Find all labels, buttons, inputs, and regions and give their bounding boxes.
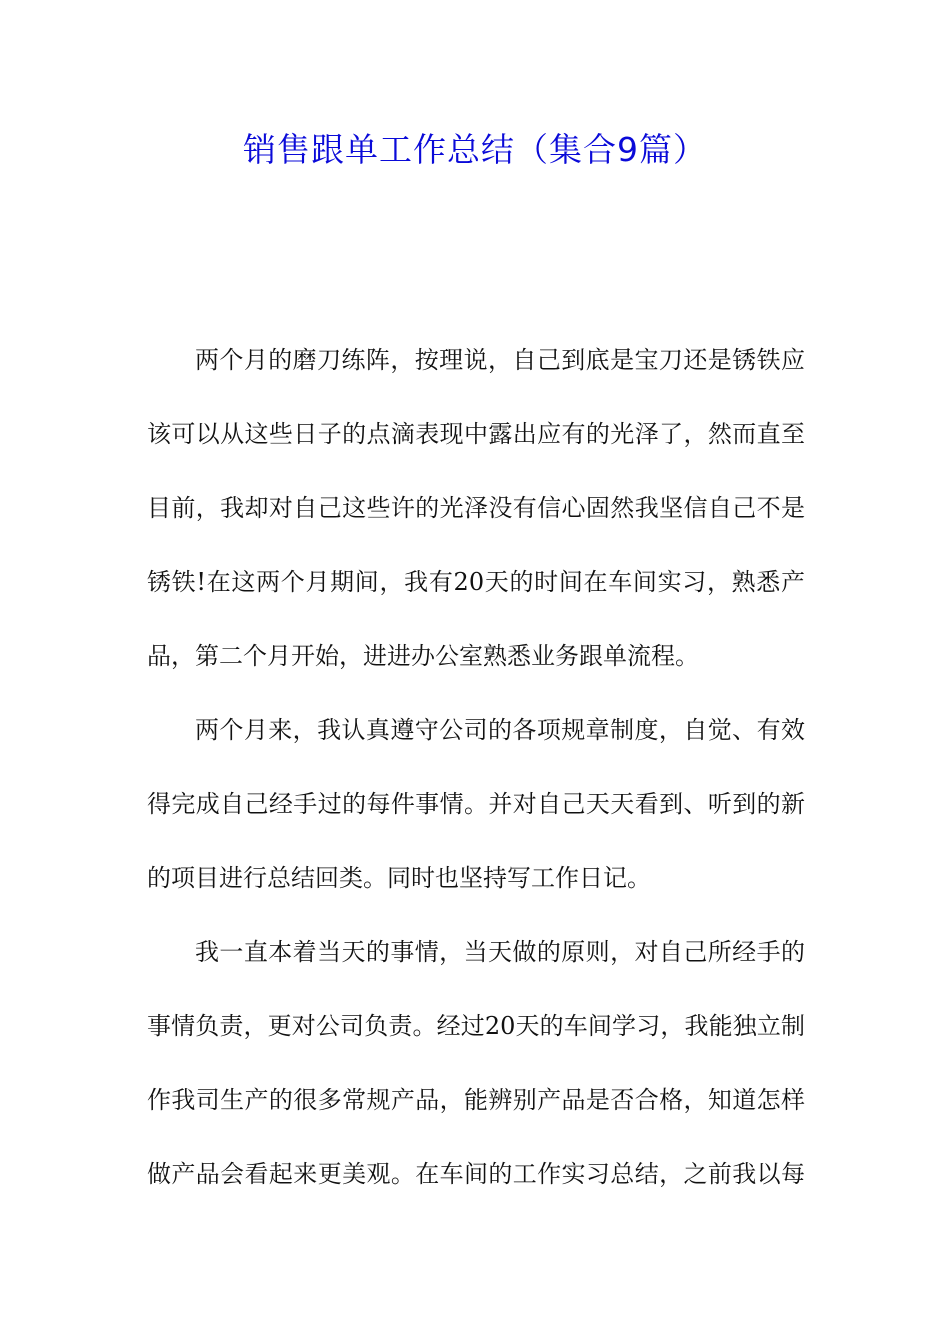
- paragraph-line: 的项目进行总结回类。同时也坚持写工作日记。: [147, 864, 651, 892]
- paragraph-line: 得完成自己经手过的每件事情。并对自己天天看到、听到的新: [147, 790, 805, 818]
- paragraph-line: 做产品会看起来更美观。在车间的工作实习总结，之前我以每: [147, 1160, 805, 1188]
- paragraph-line: 我一直本着当天的事情，当天做的原则，对自己所经手的: [195, 938, 805, 966]
- document-body: [147, 332, 805, 1220]
- paragraph-line: 两个月的磨刀练阵，按理说，自己到底是宝刀还是锈铁应: [195, 346, 805, 374]
- paragraph-line: 两个月来，我认真遵守公司的各项规章制度，自觉、有效: [195, 716, 805, 744]
- paragraph-line: 目前，我却对自己这些许的光泽没有信心固然我坚信自己不是: [147, 494, 805, 522]
- paragraph-line: 作我司生产的很多常规产品，能辨别产品是否合格，知道怎样: [147, 1086, 805, 1114]
- paragraph-line: 品，第二个月开始，进进办公室熟悉业务跟单流程。: [147, 642, 699, 670]
- paragraph-line: 事情负责，更对公司负责。经过20天的车间学习，我能独立制: [147, 1012, 805, 1040]
- paragraph-line: 该可以从这些日子的点滴表现中露出应有的光泽了，然而直至: [147, 420, 805, 448]
- paragraph-3: [147, 924, 805, 1220]
- paragraph-2: [147, 702, 805, 924]
- paragraph-line: 锈铁!在这两个月期间，我有20天的时间在车间实习，熟悉产: [147, 568, 805, 596]
- document-title: 销售跟单工作总结（集合9篇）: [243, 130, 707, 169]
- paragraph-1: [147, 332, 805, 702]
